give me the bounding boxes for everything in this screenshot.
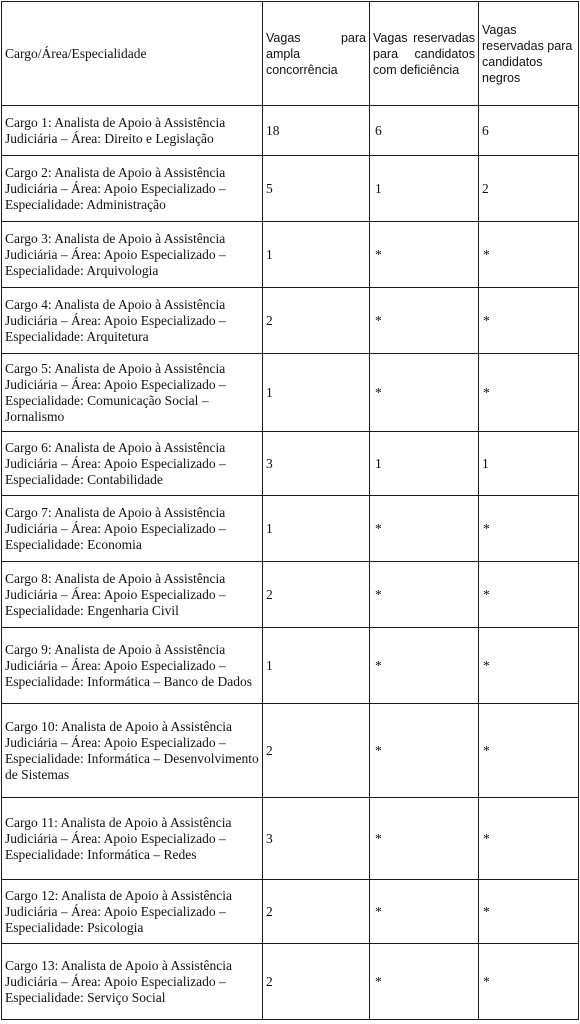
ampla-cell: 5 [263,156,370,222]
table-row [2,432,579,496]
ampla-cell: 1 [263,354,370,432]
cargo-cell: Cargo 5: Analista de Apoio à Assistência Judiciária – Área: Apoio Especializado – Especialidade: Comunicação Social – Jornalismo [2,354,263,432]
ampla-cell: 1 [263,222,370,288]
table-row [2,156,579,222]
negros-cell: * [479,496,579,562]
negros-cell: 2 [479,156,579,222]
deficiencia-cell: * [370,880,479,944]
table-row [2,798,579,880]
table-row [2,562,579,628]
negros-cell: * [479,354,579,432]
header-negros: Vagas reservadas para candidatos negros [479,2,579,106]
table-row [2,628,579,704]
cargo-cell: Cargo 2: Analista de Apoio à Assistência Judiciária – Área: Apoio Especializado – Especialidade: Administração [2,156,263,222]
deficiencia-cell: 1 [370,432,479,496]
deficiencia-cell: * [370,496,479,562]
cargo-cell: Cargo 13: Analista de Apoio à Assistência Judiciária – Área: Apoio Especializado – Especialidade: Serviço Social [2,944,263,1020]
table-row [2,944,579,1020]
ampla-cell: 1 [263,496,370,562]
negros-cell: * [479,288,579,354]
table-row [2,288,579,354]
deficiencia-cell: * [370,288,479,354]
table-row [2,704,579,798]
cargo-cell: Cargo 10: Analista de Apoio à Assistência Judiciária – Área: Apoio Especializado – Especialidade: Informática – Desenvolvimento de Sistemas [2,704,263,798]
negros-cell: * [479,880,579,944]
table-row [2,354,579,432]
table-row [2,880,579,944]
ampla-cell: 1 [263,628,370,704]
deficiencia-cell: * [370,222,479,288]
cargo-cell: Cargo 7: Analista de Apoio à Assistência Judiciária – Área: Apoio Especializado – Especialidade: Economia [2,496,263,562]
ampla-cell: 2 [263,562,370,628]
negros-cell: * [479,798,579,880]
deficiencia-cell: * [370,354,479,432]
header-deficiencia: Vagas reservadas para candidatos com deficiência [370,2,479,106]
cargo-cell: Cargo 6: Analista de Apoio à Assistência Judiciária – Área: Apoio Especializado – Especialidade: Contabilidade [2,432,263,496]
cargo-cell: Cargo 12: Analista de Apoio à Assistência Judiciária – Área: Apoio Especializado – Especialidade: Psicologia [2,880,263,944]
ampla-cell: 3 [263,798,370,880]
deficiencia-cell: * [370,798,479,880]
table-row [2,106,579,156]
negros-cell: * [479,562,579,628]
cargo-cell: Cargo 9: Analista de Apoio à Assistência Judiciária – Área: Apoio Especializado – Especialidade: Informática – Banco de Dados [2,628,263,704]
ampla-cell: 2 [263,288,370,354]
negros-cell: * [479,944,579,1020]
table-row [2,496,579,562]
negros-cell: * [479,628,579,704]
table-row [2,222,579,288]
negros-cell: * [479,704,579,798]
deficiencia-cell: * [370,704,479,798]
negros-cell: * [479,222,579,288]
cargo-cell: Cargo 1: Analista de Apoio à Assistência Judiciária – Área: Direito e Legislação [2,106,263,156]
deficiencia-cell: * [370,944,479,1020]
negros-cell: 1 [479,432,579,496]
ampla-cell: 2 [263,704,370,798]
negros-cell: 6 [479,106,579,156]
cargo-cell: Cargo 8: Analista de Apoio à Assistência Judiciária – Área: Apoio Especializado – Especialidade: Engenharia Civil [2,562,263,628]
ampla-cell: 2 [263,880,370,944]
header-cargo: Cargo/Área/Especialidade [2,2,263,106]
ampla-cell: 2 [263,944,370,1020]
table-header-row [2,2,579,106]
cargo-cell: Cargo 11: Analista de Apoio à Assistência Judiciária – Área: Apoio Especializado – Especialidade: Informática – Redes [2,798,263,880]
deficiencia-cell: * [370,628,479,704]
vacancy-table [1,1,579,1020]
deficiencia-cell: * [370,562,479,628]
header-ampla: Vagas para ampla concorrência [263,2,370,106]
ampla-cell: 3 [263,432,370,496]
cargo-cell: Cargo 3: Analista de Apoio à Assistência Judiciária – Área: Apoio Especializado – Especialidade: Arquivologia [2,222,263,288]
ampla-cell: 18 [263,106,370,156]
deficiencia-cell: 1 [370,156,479,222]
cargo-cell: Cargo 4: Analista de Apoio à Assistência Judiciária – Área: Apoio Especializado – Especialidade: Arquitetura [2,288,263,354]
deficiencia-cell: 6 [370,106,479,156]
